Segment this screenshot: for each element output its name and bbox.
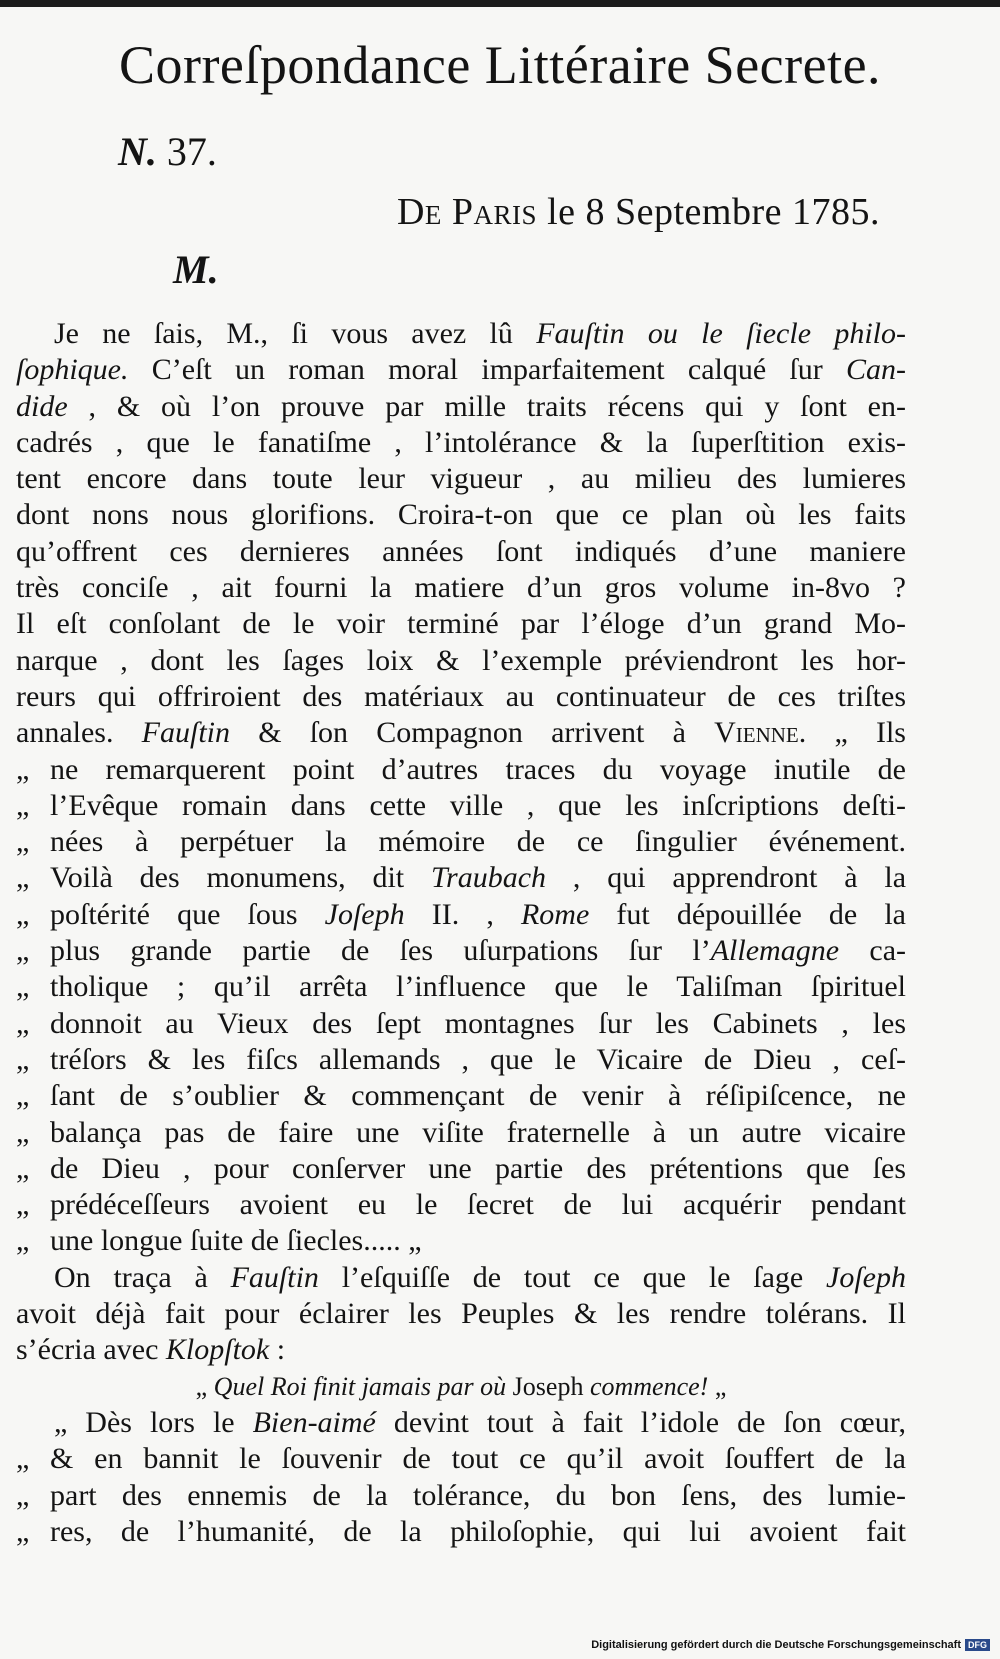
text-run: Je ne ſais, M., ſi vous avez lû [54,317,537,350]
text-line [16,497,906,533]
top-border-rule [0,0,1000,7]
text-run: poſtérité que ſous [50,897,325,931]
credit-text: Digitalisierung gefördert durch die Deutsche Forschungsgemeinschaft [591,1639,961,1651]
text-run: cadrés , que le fanatiſme , l’intolérance & la ſuperſtition exis- [16,425,906,459]
italic-text: Can- [846,353,906,387]
quote-mark: „ [16,1079,30,1113]
text-line [16,752,906,788]
italic-text: Klopſtok [165,1333,270,1367]
text-line [16,1187,906,1223]
italic-text: dide [16,389,68,423]
dateline [397,190,880,234]
text-run: & en bannit le ſouvenir de tout ce qu’il avoit ſouffert de la [50,1442,906,1476]
text-run: prédéceſſeurs avoient eu le ſecret de lui acquérir pendant [50,1188,906,1222]
text-run: donnoit au Vieux des ſept montagnes ſur les Cabinets , les [50,1006,906,1040]
text-line [16,1078,906,1114]
text-run: fut dépouillée de la [589,897,906,931]
dateline-date: le 8 Septembre 1785. [547,191,880,233]
text-line [16,1441,906,1477]
text-line [16,352,906,388]
quote-mark: „ [16,861,30,895]
page-title: Correſpondance Littéraire Secrete. [118,35,882,95]
text-line [16,316,906,352]
italic-text: commence! [589,1371,709,1401]
text-run: Joseph [506,1371,590,1401]
text-line [16,1405,906,1441]
text-run: Voilà des monumens, dit [50,861,431,895]
text-run: „ Dès lors le [54,1405,253,1439]
italic-text: Quel Roi finit jamais par où [213,1371,507,1401]
text-run: , qui apprendront à la [546,861,907,895]
italic-text: Fauſtin [141,716,230,750]
text-line [16,1478,906,1514]
text-run: : [269,1333,286,1367]
text-run: plus grande partie de ſes uſurpations ſur l’ [50,934,711,968]
text-run: nées à perpétuer la mémoire de ce ſingulier événement. [50,825,906,859]
text-line [16,715,906,751]
text-run: tent encore dans toute leur vigueur , au milieu des lumieres [16,462,906,496]
text-run: II. , [404,897,521,931]
body-text [16,316,906,1550]
quote-mark: „ [16,1115,30,1149]
dfg-logo: DFG [965,1639,990,1651]
text-run: part des ennemis de la tolérance, du bon ſens, des lumie- [50,1478,906,1512]
italic-text: Fauſtin ou le ſiecle philo- [536,317,906,350]
italic-text: Fauſtin [230,1260,319,1294]
text-run: , & où l’on prouve par mille traits récens qui y ſont en- [67,389,906,423]
text-line [16,860,906,896]
text-line [16,897,906,933]
text-run: C’eſt un roman moral imparfaitement calqué ſur [128,353,846,387]
text-line [16,824,906,860]
quote-mark: „ [16,1188,30,1222]
text-line [16,389,906,425]
text-run: de Dieu , pour conſerver une partie des prétentions que ſes [50,1151,906,1185]
text-line [16,788,906,824]
quote-mark: „ [16,1151,30,1185]
text-run: s’écria avec [16,1333,166,1367]
text-line [16,679,906,715]
text-run: ſant de s’oublier & commençant de venir à réſipiſcence, ne [50,1079,906,1113]
quote-mark: „ [16,1224,30,1258]
text-line [16,1514,906,1550]
text-line [16,1042,906,1078]
text-run: l’eſquiſſe de tout ce que le ſage [318,1260,827,1294]
text-run: très conciſe , ait fourni la matiere d’un gros volume in-8vo ? [16,571,906,605]
dateline-prefix: De Paris [396,191,538,233]
text-run: devint tout à fait l’idole de ſon cœur, [375,1405,906,1439]
text-run: tréſors & les fiſcs allemands , que le Vicaire de Dieu , ceſ- [50,1042,906,1076]
text-line [16,1006,906,1042]
italic-text: Bien-aimé [252,1405,376,1439]
italic-text: Joſeph [826,1260,906,1294]
text-line [16,606,906,642]
text-run: Il eſt conſolant de le voir terminé par l’éloge d’un grand Mo- [16,607,906,641]
text-run: balança pas de faire une viſite fraternelle à un autre vicaire [50,1115,906,1149]
text-line [16,461,906,497]
issue-value: 37. [166,129,217,174]
text-line [16,570,906,606]
quote-mark: „ [16,1478,30,1512]
italic-text: Allemagne [710,934,840,968]
quote-mark: „ [16,752,30,786]
text-run: „ [195,1371,214,1401]
text-run: ca- [839,934,906,968]
text-line [16,534,906,570]
quote-mark: „ [16,788,30,822]
quote-mark: „ [16,1514,30,1548]
text-run: dont nons nous glorifions. Croira-t-on que ce plan où les faits [16,498,906,532]
text-run: narque , dont les ſages loix & l’exemple préviendront les hor- [16,643,906,677]
italic-text: Traubach [431,861,547,895]
text-run: Vienne [714,716,799,750]
text-line [16,1260,906,1296]
quote-mark: „ [16,897,30,931]
text-run: qu’offrent ces dernieres années ſont indiqués d’une maniere [16,534,906,568]
text-run: tholique ; qu’il arrêta l’influence que le Taliſman ſpirituel [50,970,906,1004]
text-line [16,969,906,1005]
quote-mark: „ [16,970,30,1004]
italic-text: ſophique. [16,353,129,387]
text-line [16,933,906,969]
quote-mark: „ [16,1042,30,1076]
text-run: & ſon Compagnon arrivent à [230,716,715,750]
text-run: reurs qui offriroient des matériaux au continuateur de ces triſtes [16,679,906,713]
italic-text: Joſeph [324,897,405,931]
text-run: . „ Ils [798,716,906,750]
text-run: une longue ſuite de ſiecles..... „ [50,1224,422,1258]
text-line [16,1296,906,1332]
text-run: On traça à [54,1260,231,1294]
text-line [16,1223,906,1259]
quote-mark: „ [16,1442,30,1476]
issue-label: N. [118,129,157,174]
issue-number [118,128,217,175]
digitization-credit [591,1639,990,1651]
text-run: annales. [16,716,142,750]
text-run: avoit déjà fait pour éclairer les Peuples & les rendre tolérans. Il [16,1297,906,1331]
text-line [16,643,906,679]
salutation: M. [173,247,219,292]
text-line [16,1151,906,1187]
text-run: ne remarquerent point d’autres traces du voyage inutile de [50,752,906,786]
text-run: res, de l’humanité, de la philoſophie, qui lui avoient fait [50,1514,906,1548]
text-run: „ [708,1371,727,1401]
italic-text: Rome [520,897,590,931]
text-run: l’Evêque romain dans cette ville , que les inſcriptions deſti- [50,788,906,822]
text-line [16,425,906,461]
text-line [16,1369,906,1405]
quote-mark: „ [16,825,30,859]
text-line [16,1332,906,1368]
quote-mark: „ [16,934,30,968]
quote-mark: „ [16,1006,30,1040]
text-line [16,1115,906,1151]
